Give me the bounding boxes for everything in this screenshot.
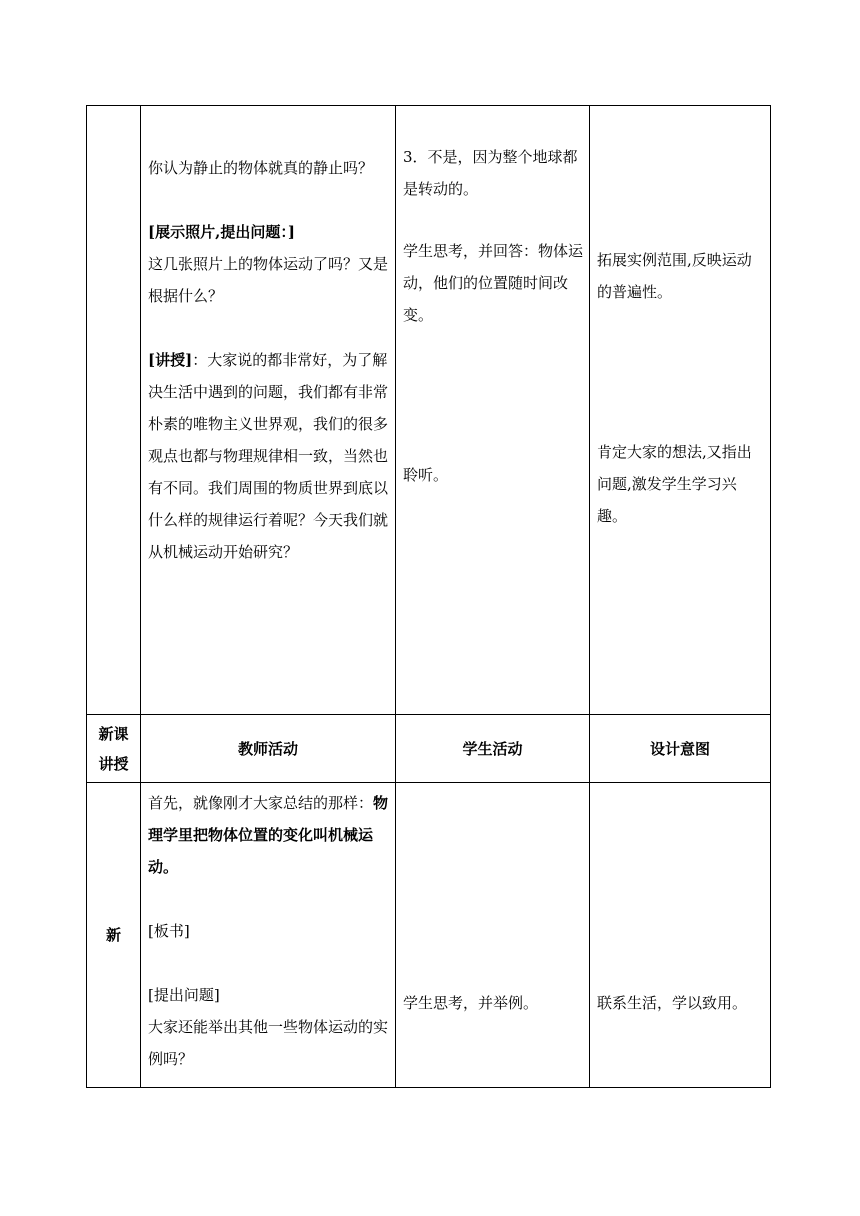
lecture-label: [讲授] bbox=[148, 351, 193, 369]
design-intent-cell bbox=[590, 106, 771, 715]
student-think-answer: 学生思考，并回答：物体运动，他们的位置随时间改变。 bbox=[403, 242, 584, 324]
design-life-text: 联系生活，学以致用。 bbox=[597, 994, 748, 1012]
design-intent-header: 设计意图 bbox=[590, 715, 771, 783]
student-listen: 聆听。 bbox=[403, 466, 449, 484]
design-affirm: 肯定大家的想法,又指出问题,激发学生学习兴趣。 bbox=[597, 443, 752, 525]
question-text: 大家还能举出其他一些物体运动的实例吗？ bbox=[148, 1018, 389, 1068]
definition-text: 物理学里把物体位置的变化叫机械运动。 bbox=[148, 794, 389, 876]
student-activity-cell bbox=[396, 783, 590, 1088]
student-answer-3: 3．不是，因为整个地球都是转动的。 bbox=[403, 148, 578, 198]
teacher-activity-cell bbox=[141, 106, 396, 715]
student-activity-cell bbox=[396, 106, 590, 715]
board-label: [板书] bbox=[148, 922, 190, 940]
table-header-row bbox=[87, 715, 771, 783]
student-activity-header: 学生活动 bbox=[396, 715, 590, 783]
teacher-activity-header: 教师活动 bbox=[141, 715, 396, 783]
teacher-question-static: 你认为静止的物体就真的静止吗？ bbox=[148, 159, 374, 177]
student-example-text: 学生思考，并举例。 bbox=[403, 994, 539, 1012]
table-row bbox=[87, 783, 771, 1088]
intro-text: 首先，就像刚才大家总结的那样： bbox=[148, 794, 374, 812]
photo-question: 这几张照片上的物体运动了吗？又是根据什么？ bbox=[148, 255, 389, 305]
photo-prompt-label: [展示照片,提出问题：] bbox=[148, 223, 295, 241]
lecture-text: ：大家说的都非常好，为了解决生活中遇到的问题，我们都有非常朴素的唯物主义世界观，我们的很多观点也都与物理规律相一致，当然也有不同。我们周围的物质世界到底以什么样的规律运行着呢？今天我们就从机械运动开始研究？ bbox=[148, 351, 389, 561]
section-side-label: 新 bbox=[87, 783, 141, 1088]
section-header: 新课讲授 bbox=[87, 715, 141, 783]
lesson-plan-table bbox=[86, 105, 771, 1088]
design-intent-cell bbox=[590, 783, 771, 1088]
section-cell-empty bbox=[87, 106, 141, 715]
table-row bbox=[87, 106, 771, 715]
teacher-activity-cell bbox=[141, 783, 396, 1088]
question-label: [提出问题] bbox=[148, 986, 220, 1004]
design-expand: 拓展实例范围,反映运动的普遍性。 bbox=[597, 251, 752, 301]
